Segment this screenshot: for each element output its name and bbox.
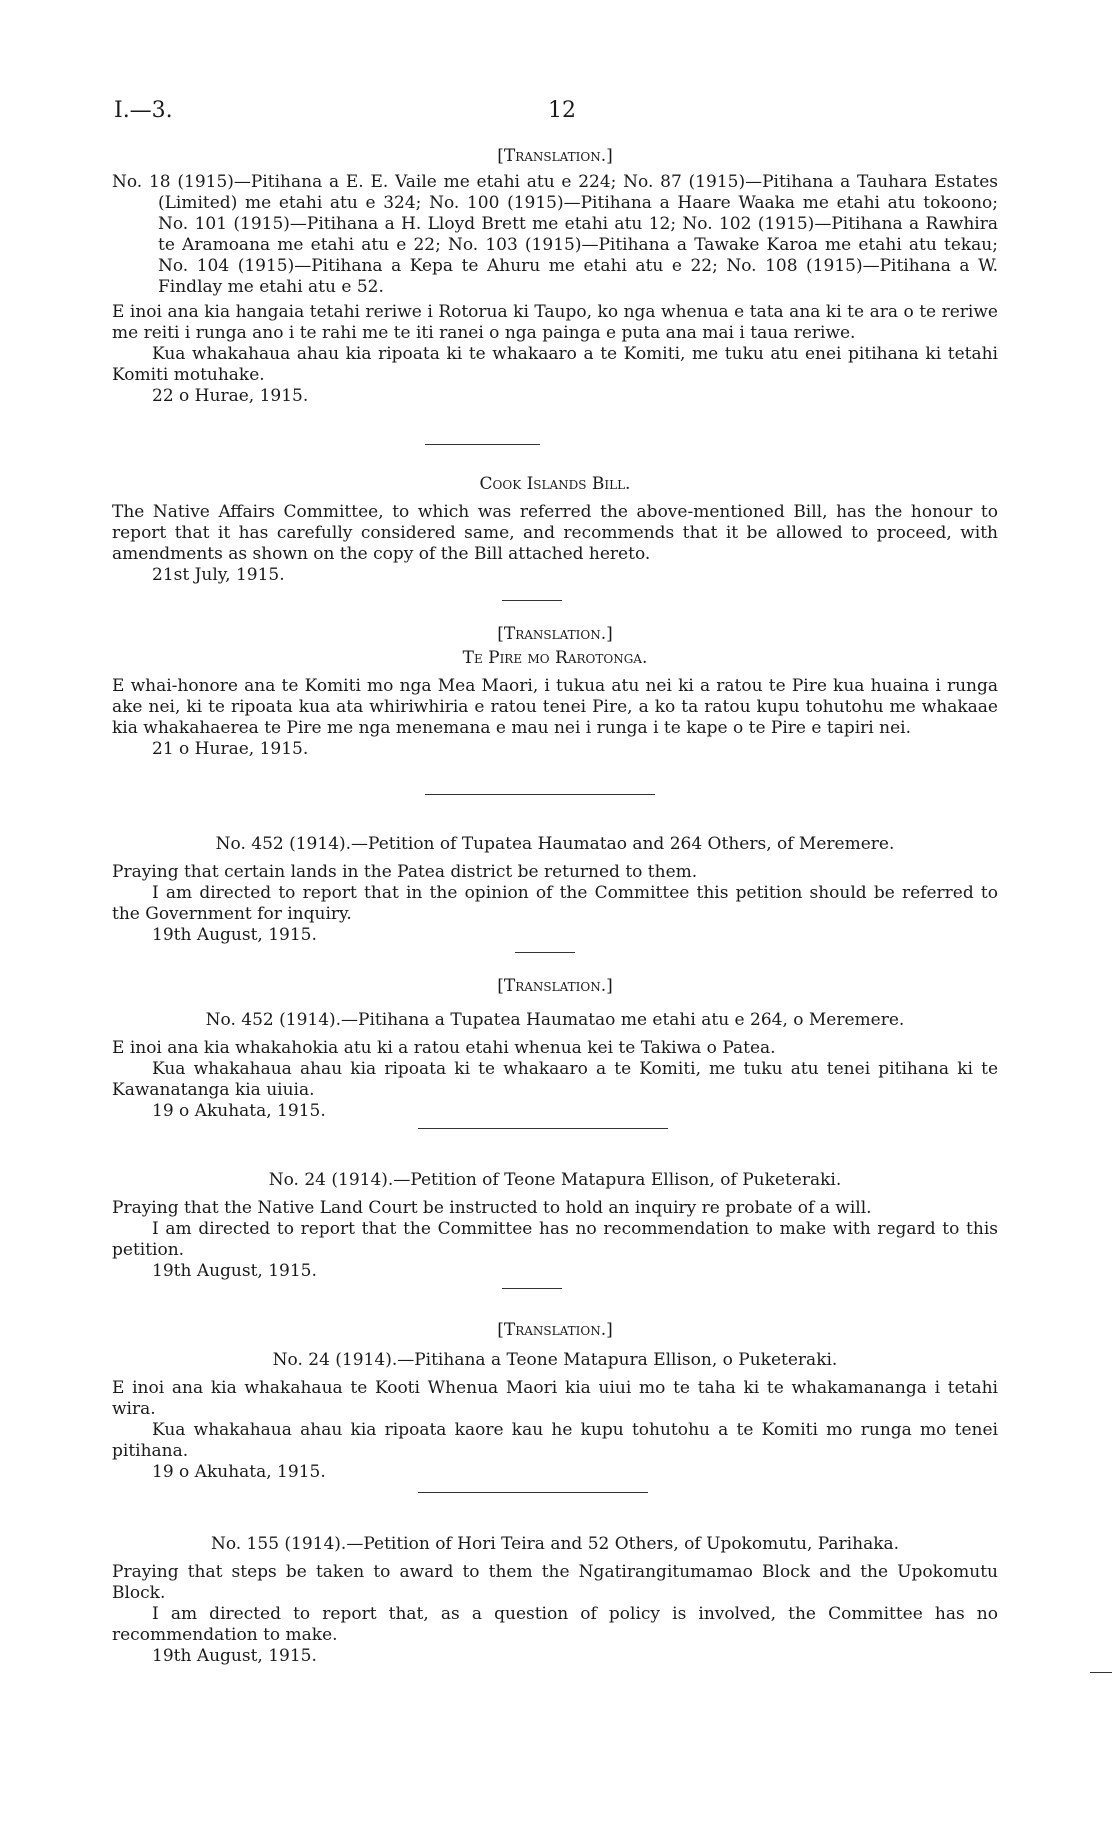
page-number: 12 [548, 98, 576, 123]
section-6-para-2: I am directed to report that the Committee has no recommendation to make with regard to this petition. [112, 1219, 998, 1260]
section-8-body [112, 1562, 998, 1667]
section-6-para-1: Praying that the Native Land Court be instructed to hold an inquiry re probate of a will. [112, 1198, 872, 1218]
section-2-body [112, 502, 998, 586]
divider [425, 794, 655, 795]
section-7-heading: No. 24 (1914).—Pitihana a Teone Matapura Ellison, o Puketeraki. [272, 1350, 838, 1370]
section-1-date: 22 o Hurae, 1915. [152, 386, 309, 406]
section-5-para-2: Kua whakahaua ahau kia ripoata ki te whakaaro a te Komiti, me tuku atu tenei pitihana ki te Kawanatanga kia uiuia. [112, 1059, 998, 1100]
section-1-para-2: Kua whakahaua ahau kia ripoata ki te whakaaro a te Komiti, me tuku atu enei pitihana ki tetahi Komiti motuhake. [112, 344, 998, 385]
section-7-date: 19 o Akuhata, 1915. [152, 1462, 326, 1482]
section-3-para-1: E whai-honore ana te Komiti mo nga Mea Maori, i tukua atu nei ki a ratou te Pire kua huaina i runga ake nei, ki te ripoata kua ata whiriwhiria e ratou tenei Pire, a ko ta ratou kupu tohutohu me whakaae kia whakahaerea te Pire me nga menemana e mau nei i runga i te kape o te Pire e tapiri nei. [112, 676, 998, 738]
divider [515, 952, 575, 953]
section-7-title: [Translation.] [497, 1320, 613, 1340]
divider [418, 1128, 668, 1129]
divider [425, 444, 540, 445]
section-6-date: 19th August, 1915. [152, 1261, 317, 1281]
divider [502, 1288, 562, 1289]
section-3-heading: Te Pire mo Rarotonga. [462, 648, 648, 668]
section-6-title: No. 24 (1914).—Petition of Teone Matapura Ellison, of Puketeraki. [268, 1170, 842, 1190]
section-8-title: No. 155 (1914).—Petition of Hori Teira and 52 Others, of Upokomutu, Parihaka. [210, 1534, 900, 1554]
section-3-body [112, 676, 998, 760]
section-1-para-1: E inoi ana kia hangaia tetahi reriwe i Rotorua ki Taupo, ko nga whenua e tata ana ki te ara o te reriwe me reiti i runga ano i te rahi me te iti ranei o nga painga e puta ana mai i taua reriwe. [112, 302, 998, 343]
section-7-para-1: E inoi ana kia whakahaua te Kooti Whenua Maori kia uiui mo te taha ki te whakamananga i tetahi wira. [112, 1378, 998, 1419]
divider [502, 600, 562, 601]
document-reference: I.—3. [114, 98, 173, 123]
section-2-title: Cook Islands Bill. [479, 474, 631, 494]
section-1-title: [Translation.] [497, 146, 613, 166]
section-7-para-2: Kua whakahaua ahau kia ripoata kaore kau he kupu tohutohu a te Komiti mo runga mo tenei pitihana. [112, 1420, 998, 1461]
section-4-date: 19th August, 1915. [152, 925, 317, 945]
section-8-date: 19th August, 1915. [152, 1646, 317, 1666]
section-3-date: 21 o Hurae, 1915. [152, 739, 309, 759]
section-5-title: [Translation.] [497, 976, 613, 996]
section-5-body [112, 1038, 998, 1122]
section-8-para-1: Praying that steps be taken to award to them the Ngatirangitumamao Block and the Upokomutu Block. [112, 1562, 998, 1603]
section-7-body [112, 1378, 998, 1483]
section-5-date: 19 o Akuhata, 1915. [152, 1101, 326, 1121]
section-2-date: 21st July, 1915. [152, 565, 285, 585]
section-2-para-1: The Native Affairs Committee, to which was referred the above-mentioned Bill, has the honour to report that it has carefully considered same, and recommends that it be allowed to proceed, with amendments as shown on the copy of the Bill attached hereto. [112, 502, 998, 564]
section-4-para-2: I am directed to report that in the opinion of the Committee this petition should be referred to the Government for inquiry. [112, 883, 998, 924]
section-1-lead: No. 18 (1915)—Pitihana a E. E. Vaile me etahi atu e 224; No. 87 (1915)—Pitihana a Tauhara Estates (Limited) me etahi atu e 324; No. 100 (1915)—Pitihana a Haare Waaka me etahi atu tokoono; No. 101 (1915)—Pitihana a H. Lloyd Brett me etahi atu 12; No. 102 (1915)—Pitihana a Rawhira te Aramoana me etahi atu e 22; No. 103 (1915)—Pitihana a Tawake Karoa me etahi atu tekau; No. 104 (1915)—Pitihana a Kepa te Ahuru me etahi atu e 22; No. 108 (1915)—Pitihana a W. Findlay me etahi atu e 52. [112, 172, 998, 297]
section-4-para-1: Praying that certain lands in the Patea district be returned to them. [112, 862, 698, 882]
margin-mark [1090, 1672, 1112, 1673]
section-1-body [112, 172, 998, 407]
section-5-para-1: E inoi ana kia whakahokia atu ki a ratou etahi whenua kei te Takiwa o Patea. [112, 1038, 776, 1058]
section-3-title: [Translation.] [497, 624, 613, 644]
section-6-body [112, 1198, 998, 1282]
section-4-body [112, 862, 998, 946]
section-5-heading: No. 452 (1914).—Pitihana a Tupatea Haumatao me etahi atu e 264, o Meremere. [205, 1010, 905, 1030]
divider [418, 1492, 648, 1493]
section-8-para-2: I am directed to report that, as a question of policy is involved, the Committee has no recommendation to make. [112, 1604, 998, 1645]
section-4-title: No. 452 (1914).—Petition of Tupatea Haumatao and 264 Others, of Meremere. [215, 834, 895, 854]
